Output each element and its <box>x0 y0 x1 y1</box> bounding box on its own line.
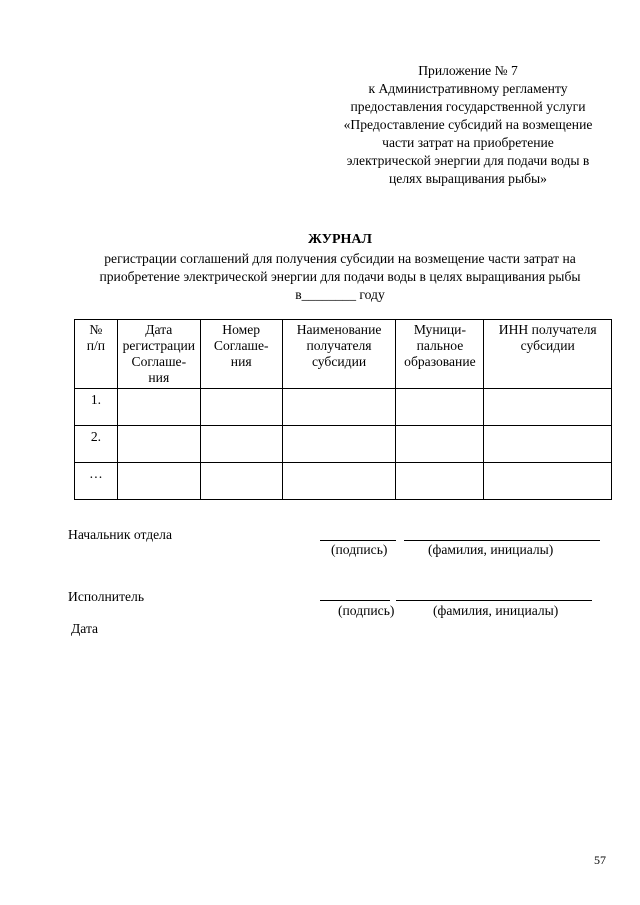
table-cell: 1. <box>75 389 118 426</box>
table-cell <box>396 389 484 426</box>
page-number: 57 <box>594 853 606 867</box>
head-signature-caption: (подпись) <box>331 542 388 557</box>
table-cell <box>282 463 396 500</box>
appendix-header <box>318 62 618 188</box>
table-row <box>75 463 612 500</box>
header-label: Наименование получателя субсидии <box>296 322 382 369</box>
table-cell <box>484 389 612 426</box>
appendix-line: электрической энергии для подачи воды в <box>346 153 590 168</box>
appendix-line: Приложение № 7 <box>418 63 518 78</box>
appendix-line: целях выращивания рыбы» <box>389 171 547 186</box>
table-cell <box>484 463 612 500</box>
table-cell <box>200 426 282 463</box>
table-row <box>75 426 612 463</box>
appendix-line: предоставления государственной услуги <box>350 99 586 114</box>
head-name-line <box>404 540 600 541</box>
executor-name-line <box>396 600 592 601</box>
table-cell <box>117 426 200 463</box>
column-header-number <box>75 320 118 389</box>
journal-title: ЖУРНАЛ <box>308 232 372 247</box>
table-cell <box>396 426 484 463</box>
table-cell <box>396 463 484 500</box>
head-signature-line <box>320 540 396 541</box>
appendix-line: «Предоставление субсидий на возмещение <box>343 117 593 132</box>
subtitle-line: в________ году <box>295 287 385 302</box>
column-header-municipality <box>396 320 484 389</box>
table-header-row <box>75 320 612 389</box>
subtitle-line: регистрации соглашений для получения субсидии на возмещение части затрат на <box>104 251 576 266</box>
executor-name-caption: (фамилия, инициалы) <box>433 603 559 618</box>
head-name-caption: (фамилия, инициалы) <box>428 542 554 557</box>
header-label: Номер Соглаше- ния <box>213 322 269 369</box>
column-header-agreement-number <box>200 320 282 389</box>
appendix-line: к Административному регламенту <box>368 81 568 96</box>
table-cell: 2. <box>75 426 118 463</box>
table-cell <box>200 463 282 500</box>
table-cell <box>200 389 282 426</box>
column-header-inn <box>484 320 612 389</box>
journal-subtitle <box>40 250 640 304</box>
head-of-department-label: Начальник отдела <box>68 527 172 542</box>
journal-table <box>74 319 612 500</box>
table-cell <box>484 426 612 463</box>
subtitle-line: приобретение электрической энергии для подачи воды в целях выращивания рыбы <box>99 269 581 284</box>
table-cell <box>117 389 200 426</box>
column-header-recipient-name <box>282 320 396 389</box>
header-label: Муници- пальное образование <box>404 322 476 369</box>
column-header-registration-date <box>117 320 200 389</box>
executor-signature-caption: (подпись) <box>338 603 395 618</box>
header-label: Дата регистрации Соглаше- ния <box>122 322 196 385</box>
appendix-line: части затрат на приобретение <box>382 135 554 150</box>
executor-signature-line <box>320 600 390 601</box>
table-cell <box>282 426 396 463</box>
header-label: ИНН получателя субсидии <box>498 322 597 353</box>
header-label: № п/п <box>86 322 106 353</box>
table-row <box>75 389 612 426</box>
table-cell <box>117 463 200 500</box>
table-cell: … <box>75 463 118 500</box>
date-label: Дата <box>71 621 99 636</box>
table-cell <box>282 389 396 426</box>
executor-label: Исполнитель <box>68 589 145 604</box>
